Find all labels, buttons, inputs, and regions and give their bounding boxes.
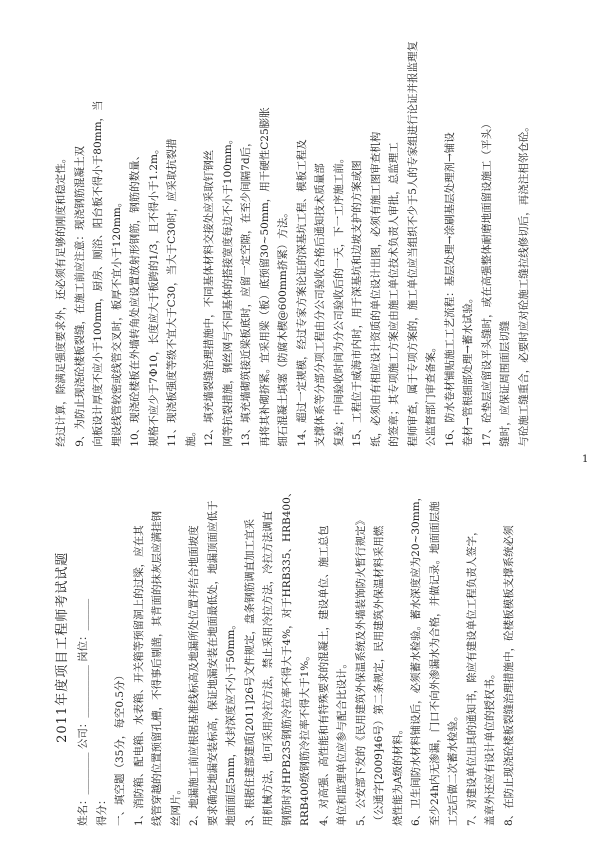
text-line: 施。 — [184, 425, 197, 447]
text-line: 与砼施工缝重合，必要时应对砼施工缝拉线修切后，再浇注相邻仓砼。 — [517, 121, 530, 447]
text-line: 纸，必须由有相应设计资质的单位设计出图，必须有施工图审查机构 — [369, 131, 382, 447]
text-line: 12、填充墙裂缝治理措施中，不同基体材料交接处应采取钉钢丝 — [203, 149, 215, 447]
text-line: 11、现浇板强度等级不宜大于C30，当大于C30时，应采取抗裂措 — [166, 138, 178, 447]
text-line: 13、填充墙砌筑接近梁板底时，应留一定空隙，在至少间隔7d后， — [240, 136, 252, 447]
text-line: 9、为防止现浇砼楼板裂缝，在施工前应注意：现浇钢筋混凝土双 — [73, 146, 86, 447]
info-line: 姓名：________ 公司：__________ 岗位：______ — [77, 598, 89, 826]
text-line: 15、工程位于威海市内时，用于深基坑和边坡支护的方案或图 — [351, 160, 363, 447]
right-column — [52, 41, 552, 447]
score-label: 得分： — [95, 794, 108, 826]
text-line: 1、消防箱、配电箱、水表箱、开关箱等预留洞上的过梁，应在其 — [132, 525, 145, 826]
text-line: 工完后做二次蓄水检验。 — [447, 710, 459, 826]
text-line: 盖章外还应有设计单位的授权书。 — [484, 668, 496, 826]
text-line: 单位和监理单位应参与配合比设计。 — [336, 658, 348, 826]
right-question-lines — [52, 41, 533, 447]
text-line: 的签章；其专项施工方案应由施工单位技术负责人审批，总监理工 — [388, 142, 400, 447]
text-line: 3、根据住建部建质[2011]26号文件规定，盘条钢筋调直加工宜采 — [243, 519, 256, 826]
text-line: 4、对高强、高性能和有特殊要求的混凝土，建设单位、施工总包 — [317, 525, 330, 826]
text-line: 网等抗裂措施，钢丝网与不同基体的搭接宽度每边不小于100mm。 — [221, 133, 234, 447]
text-line: 地面面层5mm，水封深度应不小于50mm。 — [225, 619, 237, 826]
text-line: RRB400级钢筋冷拉率不得大于1%。 — [299, 650, 311, 826]
text-line: 卷材→管根细部处理→蓄水试验。 — [462, 292, 474, 447]
text-line: 烧性能为A级的材料。 — [391, 723, 404, 826]
text-line: 经过计算，除满足强度要求外，还必须有足够的刚度和稳定性。 — [55, 152, 67, 447]
text-line: 埋设线管较密或线管交叉时，板厚不宜小于120mm。 — [110, 196, 123, 447]
text-line: 一、填空题（35分，每空0.5分） — [114, 669, 126, 826]
text-line: 要求确定地漏安装标高，保证地漏安装在地面最低处，地漏顶面应低于 — [206, 500, 219, 826]
text-line: 14、超过一定规模，经过专家方案论证的深基坑工程、模板工程及 — [295, 139, 308, 447]
text-line: （公通字[2009]46号）第二条规定，民用建筑外保温材料采用燃 — [373, 525, 385, 826]
left-question-lines — [111, 469, 518, 826]
text-line: 8、在防止现浇砼楼板裂缝治理措施中，砼楼板模板支撑系统必须 — [502, 525, 515, 826]
text-line: 缝时，应保证周围面层切缝 — [499, 320, 511, 447]
text-line: 规格不应少于7Φ10，长度应大于板跨的1/3，且不得小于1.2m。 — [147, 143, 160, 447]
text-line: 16、防水卷材铺贴施工工艺流程：基层处理→涂刷基层处理剂→铺设 — [443, 132, 456, 447]
text-line: 7、对建设单位出具的通知书，除应有建设单位工程负责人签字， — [465, 525, 478, 826]
text-line: 钢筋时对HPB235钢筋冷拉率不得大于4%，对于HRB335、HRB400、 — [280, 486, 293, 826]
text-line: 丝网片。 — [169, 784, 182, 826]
text-line: 公监督部门审查备案。 — [425, 341, 437, 447]
text-line: 6、卫生间防水材料铺设后，必须蓄水检验。蓄水深度应为20~30mm， — [410, 490, 422, 826]
text-line: 复验；中间验收时间为分公司验收后的一天，下一工序施工前。 — [332, 152, 345, 447]
page-number: 1 — [582, 454, 589, 465]
text-line: 再将其补砌挤紧。宜采用梁（板）底预留30~50mm，用干硬性C25膨胀 — [258, 107, 271, 447]
text-line: 细石混凝土填塞（防腐木楔@600mm挤紧）方法。 — [277, 207, 289, 447]
left-column — [52, 469, 552, 826]
text-line: 至少24h内无渗漏，门口不向外渗漏水为合格，并做记录。地面面层施 — [428, 501, 441, 826]
text-line: 向板设计厚度不应小于100mm，厨房、厕浴、阳台板不得小于80mm，当 — [92, 100, 104, 447]
text-line: 10、现浇砼楼板在外墙转角处应设置放射形钢筋，钢筋的数量、 — [129, 149, 141, 447]
text-line: 17、砼垫层应留设平头缝时，或在高强整体耐磨地面留设施工（平头） — [480, 118, 493, 447]
rotated-content — [52, 41, 552, 826]
page-title: 2011年度项目工程师考试试题 — [55, 551, 70, 743]
text-line: 5、公安部下发的《民用建筑外保温系统及外墙装饰防火暂行规定》 — [354, 514, 367, 826]
text-line: 用机械方法，也可采用冷拉方法，禁止采用冷拉方法，冷拉方法调直 — [262, 511, 274, 826]
text-line: 支撑体系等分部分项工程由分公司验收合格后通知技术质量部 — [314, 163, 326, 447]
text-line: 程师审查，属于专项方案的，施工单位应当组织不少于5人的专家组进行论证并报监理复 — [406, 41, 419, 447]
text-line: 线管穿越的位置预留孔槽，不得事后剔凿，其背面的抹灰层应满挂钢 — [151, 511, 163, 826]
text-line: 2、地漏施工前应根据基准线标高及地漏所处位置并结合地面坡度 — [188, 525, 200, 826]
